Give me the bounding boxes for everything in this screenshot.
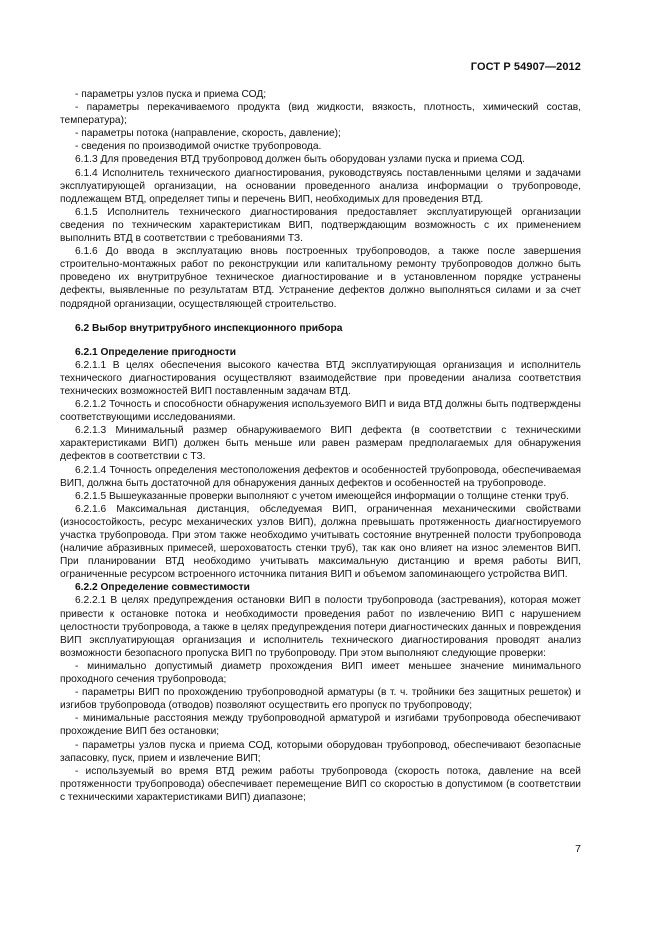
list-item: - используемый во время ВТД режим работы трубопровода (скорость потока, давление на всей протяженности трубопровода) обеспечивает перемещение ВИП со скоростью в допустимом (в соответствии с техническими характеристиками ВИП) диапазоне; <box>60 765 581 803</box>
list-item: - минимальные расстояния между трубопроводной арматурой и изгибами трубопровода обеспечивают прохождение ВИП без остановки; <box>60 713 581 738</box>
subsection-heading: 6.2.1 Определение пригодности <box>75 346 236 358</box>
paragraph: - параметры перекачиваемого продукта (вид жидкости, вязкость, плотность, химический состав, температура); <box>60 102 581 127</box>
section-heading: 6.2 Выбор внутритрубного инспекционного прибора <box>75 322 343 334</box>
paragraph: 6.2.2.1 В целях предупреждения остановки ВИП в полости трубопровода (застревания), которая может привести к остановке потока и необходимости проведения работ по извлечению ВИП с нарушением целостности трубопровода, а также в целях предупреждения потери диагностических данных и повреждения ВИП эксплуатирующая организация и исполнитель технического диагностирования проводят анализ возможности безопасного пропуска ВИП по трубопроводу. При этом выполняют следующие проверки: <box>60 595 581 659</box>
list-item: - минимально допустимый диаметр прохождения ВИП имеет меньшее значение минимального проходного сечения трубопровода; <box>60 660 581 686</box>
subsection-heading: 6.2.2 Определение совместимости <box>75 582 250 594</box>
list-item: - параметры ВИП по прохождению трубопроводной арматуры (в т. ч. тройники без защитных решеток) и изгибов трубопровода (отводов) позволяют осуществить его пропуск по трубопроводу; <box>60 687 581 712</box>
paragraph: 6.2.1.1 В целях обеспечения высокого качества ВТД эксплуатирующая организация и исполнитель технического диагностирования осуществляют взаимодействие при проведении анализа соответствия технических возможностей ВИП поставленным задачам ВТД. <box>60 359 581 397</box>
document-body <box>60 88 581 804</box>
document-header: ГОСТ Р 54907—2012 <box>470 61 581 73</box>
paragraph: 6.2.1.6 Максимальная дистанция, обследуемая ВИП, ограниченная механическими свойствами (износостойкость, ресурс механических узлов ВИП), должна превышать протяженность диагностируемого участка трубопровода. При этом также необходимо учитывать состояние внутренней полости трубопровода (наличие абразивных примесей, шероховатость стенки труб), так как оно влияет на износ элементов ВИП. При планировании ВТД необходимо учитывать максимальную дистанцию и время работы ВИП, ограниченные ресурсом встроенного источника питания ВИП и объемом запоминающего устройства ВИП. <box>60 503 581 581</box>
paragraph: 6.2.1.2 Точность и способности обнаружения используемого ВИП и вида ВТД должны быть подтверждены соответствующими исследованиями. <box>60 399 581 424</box>
paragraph: 6.2.1.5 Вышеуказанные проверки выполняют с учетом имеющейся информации о толщине стенки труб. <box>75 490 569 502</box>
paragraph: 6.1.5 Исполнитель технического диагностирования предоставляет эксплуатирующей организации сведения по техническим характеристикам ВИП, подтверждающим возможность с их применением выполнить ВТД в соответствии с требованиями ТЗ. <box>60 206 581 245</box>
page-number: 7 <box>575 843 581 855</box>
paragraph: 6.1.4 Исполнитель технического диагностирования, руководствуясь поставленными целями и задачами эксплуатирующей организации, на основании проведенного анализа информации о трубопроводе, подлежащем ВТД, определяет типы и перечень ВИП, необходимых для проведения ВТД. <box>60 167 581 205</box>
paragraph: - параметры потока (направление, скорость, давление); <box>75 128 341 140</box>
paragraph: 6.2.1.3 Минимальный размер обнаруживаемого ВИП дефекта (в соответствии с техническими характеристиками ВИП) должен быть меньше или равен размерам предполагаемых для обнаружения дефектов в соответствии с ТЗ. <box>60 425 581 463</box>
paragraph: - сведения по производимой очистке трубопровода. <box>75 141 322 153</box>
list-item: - параметры узлов пуска и приема СОД, которыми оборудован трубопровод, обеспечивают безопасные запасовку, пуск, прием и извлечение ВИП; <box>60 739 581 764</box>
paragraph: 6.1.3 Для проведения ВТД трубопровод должен быть оборудован узлами пуска и приема СОД. <box>75 154 525 166</box>
paragraph: 6.2.1.4 Точность определения местоположения дефектов и особенностей трубопровода, обеспечиваемая ВИП, должна быть достаточной для обнаружения данных дефектов и особенностей на трубопроводе. <box>60 464 581 489</box>
paragraph: - параметры узлов пуска и приема СОД; <box>75 89 267 100</box>
paragraph: 6.1.6 До ввода в эксплуатацию вновь построенных трубопроводов, а также после завершения строительно-монтажных работ по реконструкции или капитальному ремонту трубопроводов должно быть проведено их внутритрубное техническое диагностирование и в установленном порядке устранены дефекты, выявленные по результатам ВТД. Устранение дефектов должно выполняться силами и за счет подрядной организации, осуществляющей строительство. <box>60 246 581 310</box>
